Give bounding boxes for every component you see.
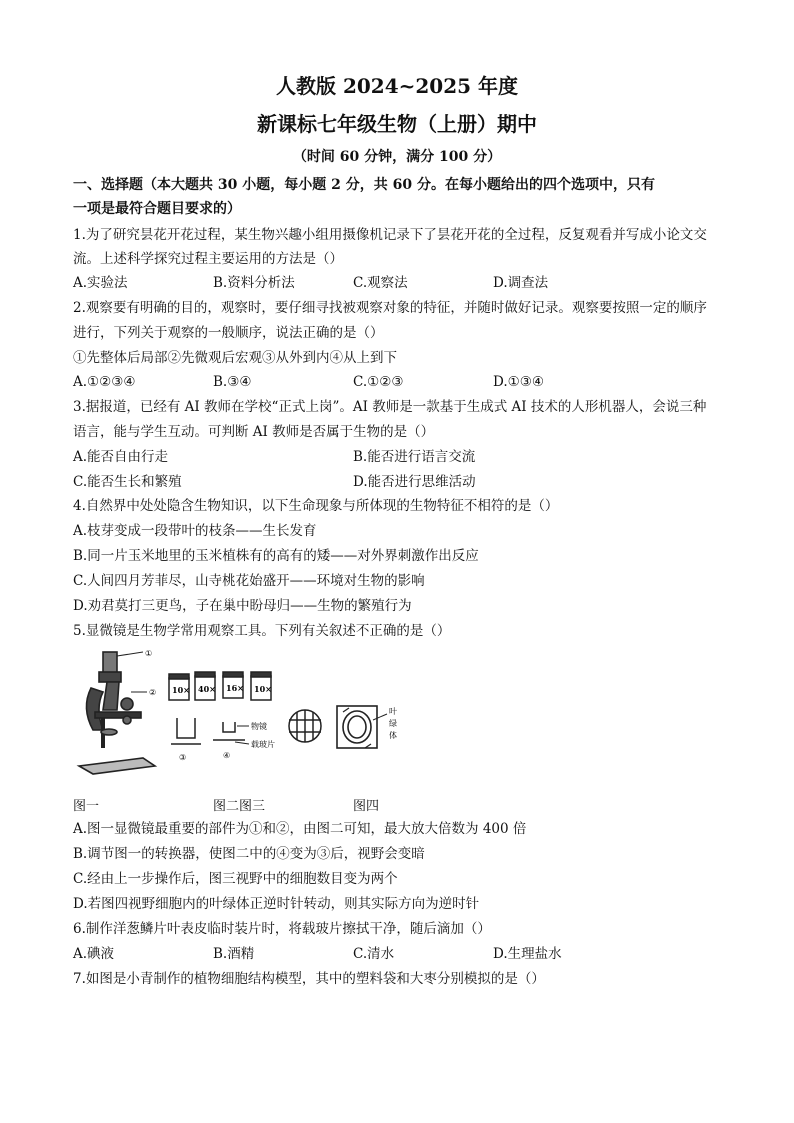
- chloroplast-label-1: 叶: [389, 707, 397, 716]
- q6-option-d: D.生理盐水: [493, 946, 562, 962]
- q3-option-a: A.能否自由行走: [73, 449, 169, 465]
- q3-option-b: B.能否进行语言交流: [353, 449, 476, 465]
- exam-time-score: （时间 60 分钟，满分 100 分）: [292, 149, 502, 165]
- microscope-mark-2: ②: [149, 688, 157, 697]
- q4-option-c: C.人间四月芳菲尽，山寺桃花始盛开——环境对生物的影响: [73, 573, 425, 589]
- q5-option-a: A.图一显微镜最重要的部件为①和②，由图二可知，最大放大倍数为 400 倍: [73, 821, 527, 837]
- section-heading-line2: 一项是最符合题目要求的）: [73, 201, 241, 217]
- q1-option-b: B.资料分析法: [213, 275, 295, 291]
- q5-option-b: B.调节图一的转换器，使图二中的④变为③后，视野会变暗: [73, 846, 425, 862]
- figure-label-4: 图四: [353, 799, 380, 814]
- q4-option-b: B.同一片玉米地里的玉米植株有的高有的矮——对外界刺激作出反应: [73, 548, 479, 564]
- q4-option-a: A.枝芽变成一段带叶的枝条——生长发育: [73, 523, 317, 539]
- q1-stem-line2: 流。上述科学探究过程主要运用的方法是（）: [73, 251, 343, 267]
- q2-option-b: B.③④: [213, 374, 252, 390]
- chloroplast-label-2: 绿: [389, 719, 397, 728]
- lens-label-1: 10×: [172, 685, 190, 695]
- microscope-figure: [73, 648, 413, 778]
- q2-option-c: C.①②③: [353, 374, 404, 390]
- q5-option-d: D.若图四视野细胞内的叶绿体正逆时针转动，则其实际方向为逆时针: [73, 896, 480, 912]
- q2-stem-line2: 进行，下列关于观察的一般顺序，说法正确的是（）: [73, 325, 384, 341]
- microscope-mark-1: ①: [145, 649, 153, 658]
- slide-label: 载玻片: [251, 740, 275, 749]
- objective-label: 物镜: [251, 722, 267, 731]
- q4-option-d: D.劝君莫打三更鸟，子在巢中盼母归——生物的繁殖行为: [73, 598, 412, 614]
- q6-option-c: C.清水: [353, 946, 395, 962]
- q6-stem: 6.制作洋葱鳞片叶表皮临时装片时，将载玻片擦拭干净，随后滴加（）: [73, 921, 491, 937]
- q1-stem-line1: 1.为了研究昙花开花过程，某生物兴趣小组用摄像机记录下了昙花开花的全过程，反复观看并写成小论文交: [73, 227, 707, 243]
- q2-option-d: D.①③④: [493, 374, 544, 390]
- objective-mark-4: ④: [223, 751, 231, 760]
- q4-stem: 4.自然界中处处隐含生物知识，以下生命现象与所体现的生物特征不相符的是（）: [73, 498, 559, 514]
- figure-label-1: 图一: [73, 799, 100, 814]
- objective-mark-3: ③: [179, 753, 187, 762]
- lens-label-3: 16×: [226, 683, 244, 693]
- view-field: [289, 710, 321, 742]
- lens-label-4: 10×: [254, 684, 272, 694]
- figure-label-2-3: 图二图三: [213, 799, 266, 814]
- q1-option-a: A.实验法: [73, 275, 128, 291]
- q5-option-c: C.经由上一步操作后，图三视野中的细胞数目变为两个: [73, 871, 398, 887]
- exam-subtitle: 新课标七年级生物（上册）期中: [257, 112, 537, 136]
- q2-option-a: A.①②③④: [73, 374, 136, 390]
- q3-option-d: D.能否进行思维活动: [353, 474, 476, 490]
- q3-option-c: C.能否生长和繁殖: [73, 474, 182, 490]
- q6-option-b: B.酒精: [213, 946, 255, 962]
- chloroplast-label-3: 体: [389, 731, 397, 740]
- q1-option-c: C.观察法: [353, 275, 408, 291]
- q1-option-d: D.调查法: [493, 275, 549, 291]
- q6-option-a: A.碘液: [73, 946, 115, 962]
- q3-stem-line1: 3.据报道，已经有 AI 教师在学校“正式上岗”。AI 教师是一款基于生成式 AI 技术的人形机器人，会说三种: [73, 399, 707, 415]
- section-heading-line1: 一、选择题（本大题共 30 小题，每小题 2 分，共 60 分。在每小题给出的四个选项中，只有: [73, 177, 655, 193]
- objective-positions: [171, 718, 249, 744]
- chloroplast-cell: [337, 706, 387, 748]
- exam-title: 人教版 2024~2025 年度: [275, 74, 518, 98]
- q3-stem-line2: 语言，能与学生互动。可判断 AI 教师是否属于生物的是（）: [73, 424, 435, 440]
- q5-stem: 5.显微镜是生物学常用观察工具。下列有关叙述不正确的是（）: [73, 623, 451, 639]
- microscope-drawing: [79, 652, 155, 774]
- q7-stem: 7.如图是小青制作的植物细胞结构模型，其中的塑料袋和大枣分别模拟的是（）: [73, 971, 545, 987]
- q2-stem-line1: 2.观察要有明确的目的，观察时，要仔细寻找被观察对象的特征，并随时做好记录。观察要按照一定的顺序: [73, 300, 707, 316]
- q2-stem-line3: ①先整体后局部②先微观后宏观③从外到内④从上到下: [73, 350, 397, 366]
- lens-label-2: 40×: [198, 684, 216, 694]
